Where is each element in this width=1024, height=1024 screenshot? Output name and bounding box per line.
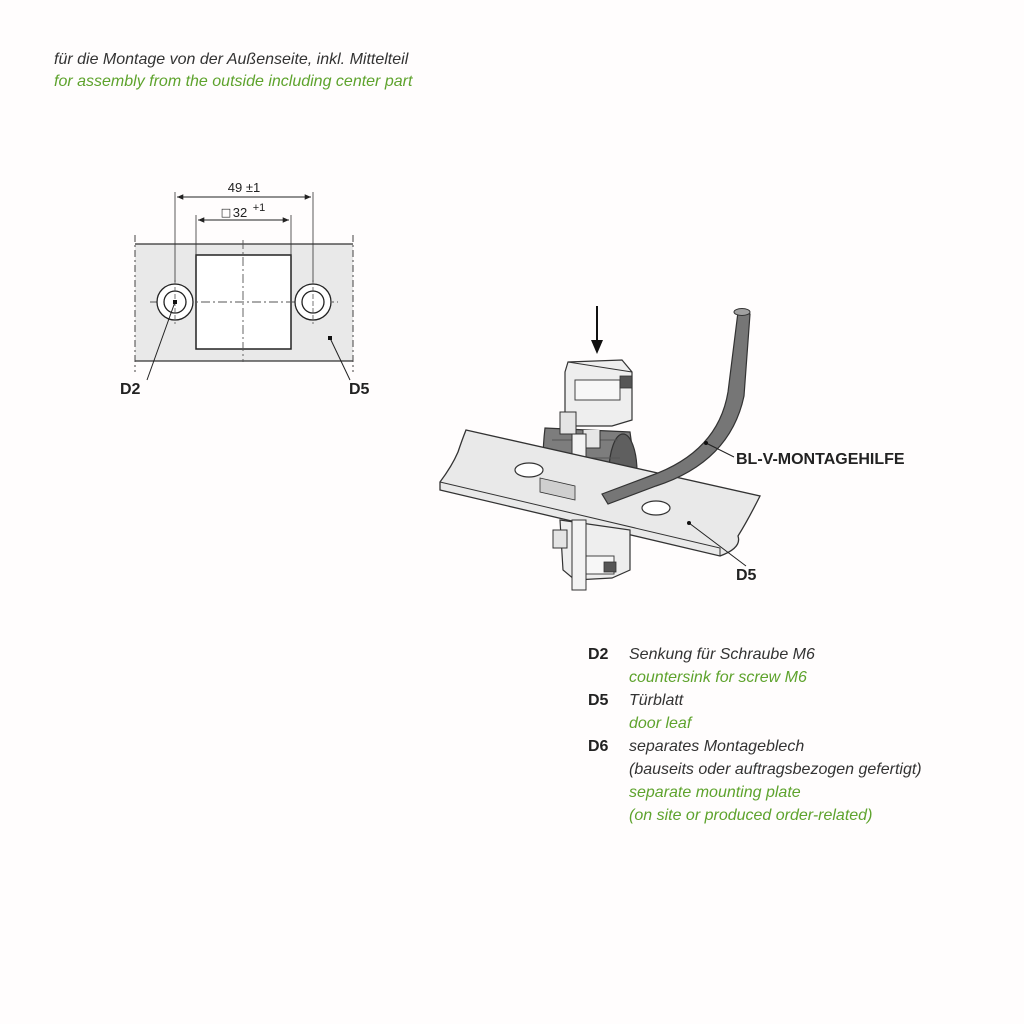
legend-item-d2 bbox=[588, 643, 922, 689]
dim-inner-tolerance: +1 bbox=[252, 202, 266, 214]
cutout-drawing bbox=[120, 180, 370, 398]
legend-text-en: door leaf bbox=[629, 715, 692, 732]
legend bbox=[588, 643, 922, 827]
legend-text-de-detail: (bauseits oder auftragsbezogen gefertigt) bbox=[629, 761, 922, 778]
legend-item-d6 bbox=[588, 735, 922, 827]
title-german: für die Montage von der Außenseite, inkl. Mittelteil bbox=[54, 51, 409, 68]
title-english: for assembly from the outside including center part bbox=[54, 73, 413, 90]
legend-text-de: Senkung für Schraube M6 bbox=[629, 646, 815, 663]
dim-outer-label: 49 ±1 bbox=[227, 180, 261, 195]
legend-text-en-detail: (on site or produced order-related) bbox=[629, 807, 873, 824]
label-d5-3d: D5 bbox=[736, 567, 757, 584]
label-d5-2d: D5 bbox=[349, 381, 370, 398]
legend-code: D5 bbox=[588, 692, 609, 709]
lower-housing bbox=[553, 520, 630, 590]
legend-text-de: separates Montageblech bbox=[629, 738, 805, 755]
legend-item-d5 bbox=[588, 689, 922, 735]
legend-text-en: separate mounting plate bbox=[629, 784, 801, 801]
dim-inner-value: 32 bbox=[232, 205, 248, 220]
legend-code: D2 bbox=[588, 646, 609, 663]
legend-code: D6 bbox=[588, 738, 609, 755]
legend-text-en: countersink for screw M6 bbox=[629, 669, 807, 686]
label-d2: D2 bbox=[120, 381, 141, 398]
assembly-drawing bbox=[440, 306, 905, 590]
dim-inner-symbol: □ bbox=[220, 206, 232, 219]
legend-text-de: Türblatt bbox=[629, 692, 684, 709]
label-montagehilfe: BL-V-MONTAGEHILFE bbox=[736, 451, 905, 468]
